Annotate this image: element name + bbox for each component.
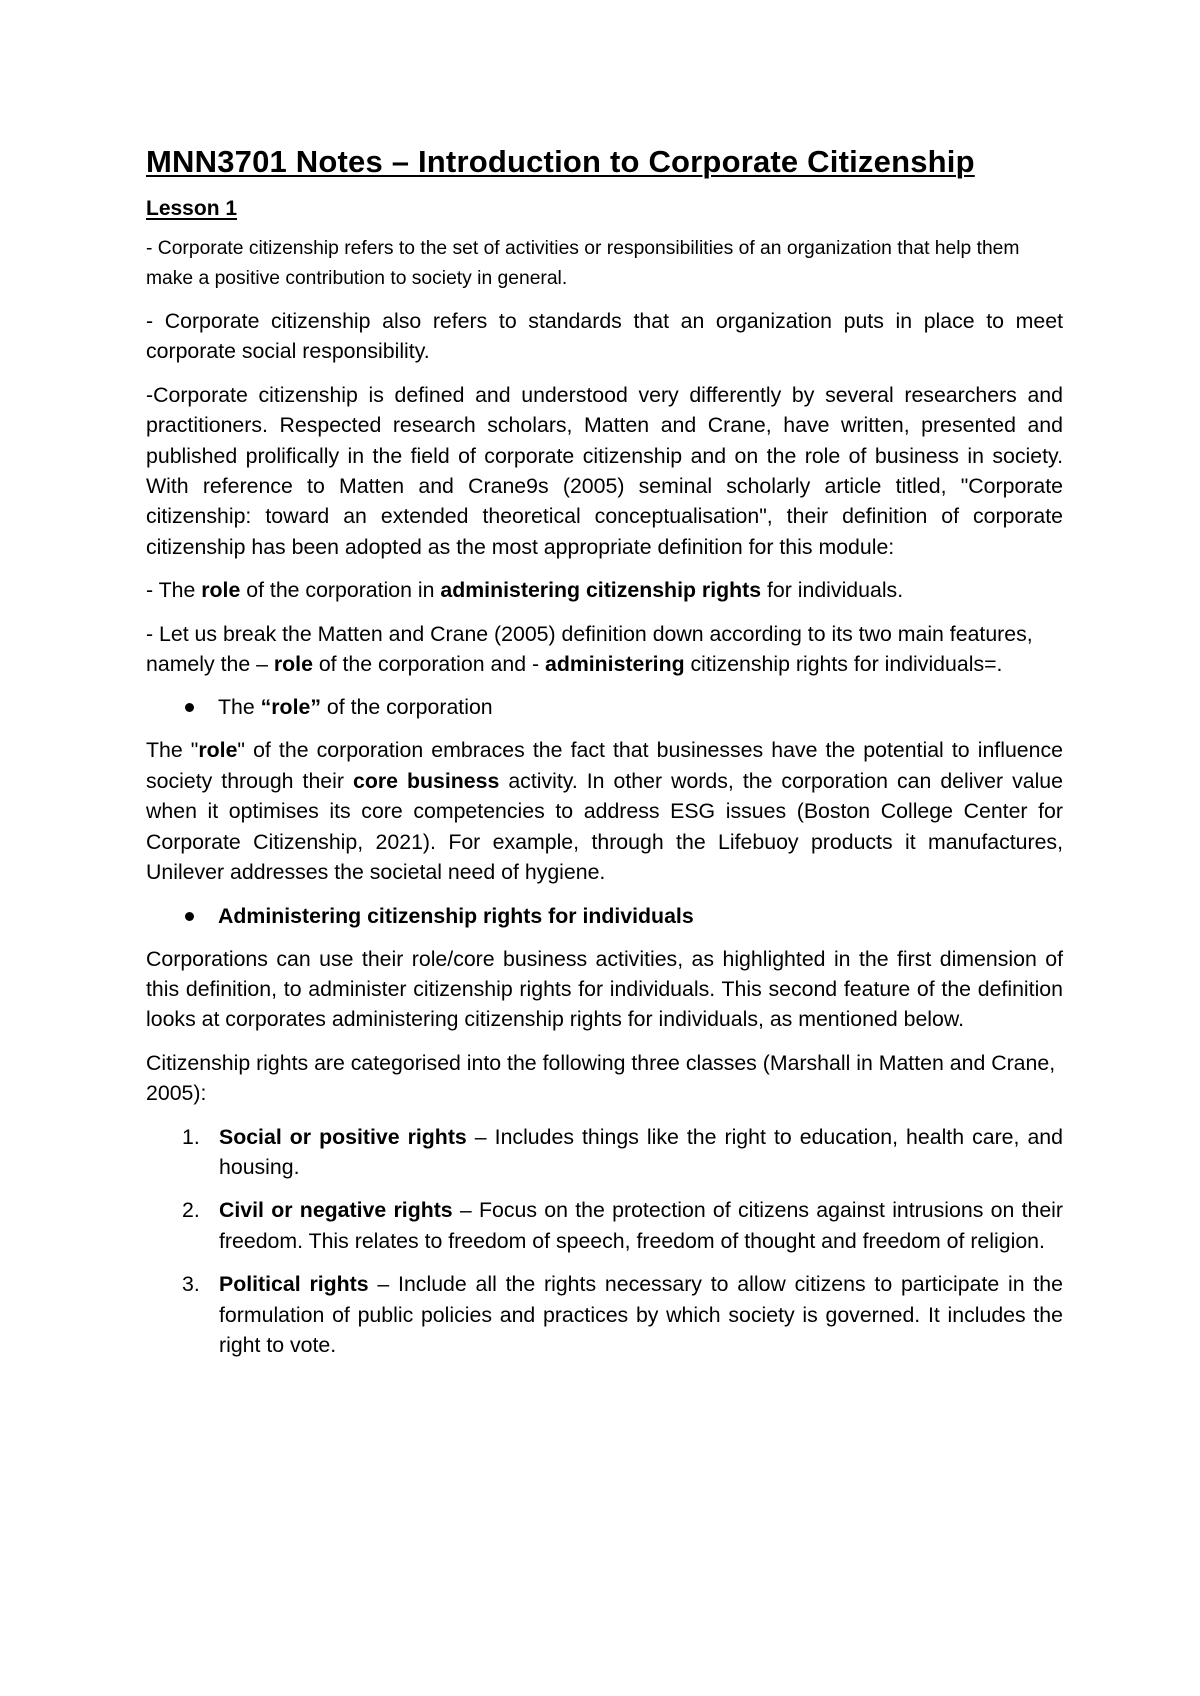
paragraph-definition-1: - Corporate citizenship refers to the set of activities or responsibilities of an organization that help them make a positive contribution to society in general. [146, 238, 1020, 289]
text-run: - The [146, 578, 202, 603]
rights-description: – Include all the rights necessary to allow citizens to participate in the formulation of public policies and practices by which society is governed. It includes the right to vote. [219, 1272, 1063, 1357]
rights-term: Civil or negative rights [219, 1198, 453, 1223]
document-title: MNN3701 Notes – Introduction to Corporate Citizenship [146, 144, 975, 179]
paragraph-role-explanation [146, 735, 1063, 887]
text-run: of the corporation and - [312, 652, 545, 677]
bullet-role [146, 692, 1063, 722]
list-number: 2. [182, 1198, 200, 1223]
paragraph-role-definition [146, 575, 1063, 605]
bold-run: administering [544, 652, 685, 677]
rights-list-item [146, 1269, 1063, 1360]
rights-description: – Focus on the protection of citizens against intrusions on their freedom. This relates to freedom of speech, freedom of thought and freedom of religion. [219, 1198, 1063, 1253]
bold-run: core business [352, 768, 500, 793]
bullet-dot-icon [185, 703, 194, 712]
text-run: The " [146, 738, 199, 763]
paragraph-administering-explanation: Corporations can use their role/core business activities, as highlighted in the first dimension of this definition, to administer citizenship rights for individuals. This second feature of the definition looks at corporates administering citizenship rights for individuals, as mentioned below. [146, 946, 1063, 1032]
paragraph-rights-intro: Citizenship rights are categorised into the following three classes (Marshall in Matten and Crane, 2005): [146, 1050, 1056, 1106]
rights-list-item [146, 1195, 1063, 1256]
text-run: citizenship rights for individuals=. [684, 652, 1003, 677]
bullet-dot-icon [185, 912, 194, 921]
text-run: The [218, 695, 261, 720]
rights-list [146, 1122, 1063, 1361]
text-run: of the corporation [320, 695, 493, 720]
bullet-administering [146, 901, 1063, 931]
rights-term: Social or positive rights [219, 1124, 467, 1149]
rights-description: – Includes things like the right to education, health care, and housing. [219, 1124, 1064, 1179]
text-run: activity. In other words, the corporation can deliver value when it optimises its core competencies to address ESG issues (Boston College Center for Corporate Citizenship, 2021). For example, through the Lifebuoy products it manufactures, Unilever addresses the societal need of hygiene. [146, 768, 1063, 885]
bold-run: role [273, 652, 313, 677]
list-number: 3. [182, 1272, 200, 1297]
text-run: for individuals. [761, 578, 904, 603]
text-run: " of the corporation embraces the fact that businesses have the potential to influence society through their [146, 738, 1063, 793]
lesson-heading: Lesson 1 [146, 197, 238, 220]
paragraph-definition-2: - Corporate citizenship also refers to standards that an organization puts in place to meet corporate social responsibility. [146, 309, 1063, 364]
rights-term: Political rights [219, 1272, 369, 1297]
bold-run: administering citizenship rights [440, 578, 762, 603]
text-run: - Let us break the Matten and Crane (2005) definition down according to its two main features, namely the – [146, 621, 1033, 677]
paragraph-definition-breakdown [146, 619, 1063, 680]
bold-run: role [201, 578, 241, 603]
text-run: of the corporation in [240, 578, 441, 603]
list-number: 1. [182, 1124, 200, 1149]
bold-run: role [198, 738, 238, 763]
rights-list-item [146, 1122, 1063, 1183]
bold-run: Administering citizenship rights for individuals [218, 903, 694, 928]
paragraph-matten-crane: -Corporate citizenship is defined and understood very differently by several researchers and practitioners. Respected research scholars, Matten and Crane, have written, presented and published prolifically in the field of corporate citizenship and on the role of business in society. With reference to Matten and Crane9s (2005) seminal scholarly article titled, "Corporate citizenship: toward an extended theoretical conceptualisation", their definition of corporate citizenship has been adopted as the most appropriate definition for this module: [146, 382, 1063, 559]
bold-run: “role” [260, 695, 321, 720]
